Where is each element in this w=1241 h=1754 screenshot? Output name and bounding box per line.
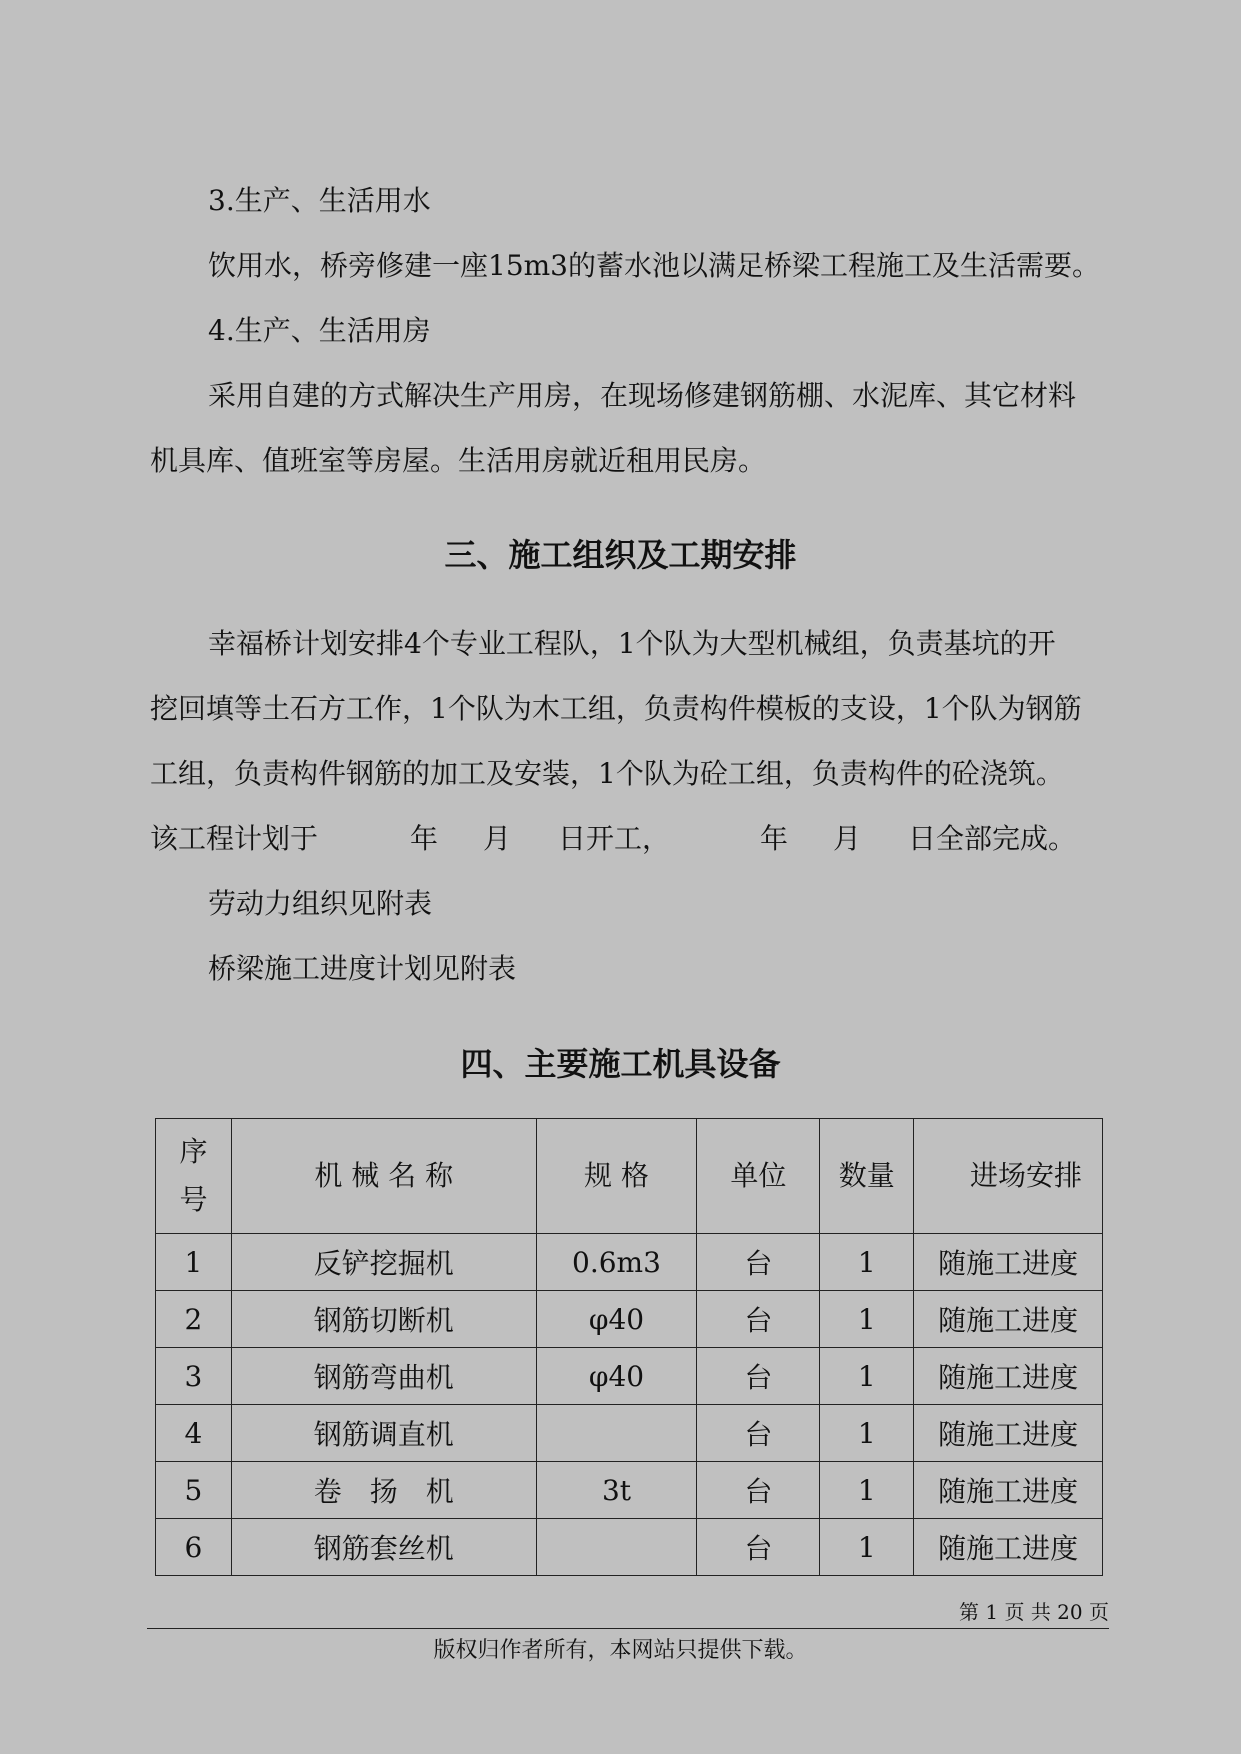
organization-text-line-1: 幸福桥计划安排4个专业工程队，1个队为大型机械组，负责基坑的开 (208, 627, 1056, 660)
cell-quantity: 1 (820, 1291, 914, 1348)
cell-seq: 3 (156, 1348, 232, 1405)
cell-arrival: 随施工进度 (914, 1291, 1103, 1348)
cell-seq: 1 (156, 1234, 232, 1291)
cell-unit: 台 (697, 1234, 820, 1291)
cell-spec: 0.6m3 (536, 1234, 697, 1291)
section-housing-text-line-2: 机具库、值班室等房屋。生活用房就近租用民房。 (150, 444, 767, 477)
organization-text-line-2: 挖回填等土石方工作，1个队为木工组，负责构件模板的支设，1个队为钢筋 (150, 692, 1082, 725)
cell-quantity: 1 (820, 1234, 914, 1291)
equipment-table (155, 1118, 1103, 1576)
organization-text-line-3: 工组，负责构件钢筋的加工及安装，1个队为砼工组，负责构件的砼浇筑。 (150, 757, 1064, 790)
labor-organization-text: 劳动力组织见附表 (208, 887, 433, 920)
heading-construction-organization: 三、施工组织及工期安排 (444, 536, 797, 574)
table-row (156, 1348, 1103, 1405)
cell-quantity: 1 (820, 1348, 914, 1405)
cell-arrival: 随施工进度 (914, 1462, 1103, 1519)
table-row (156, 1405, 1103, 1462)
cell-quantity: 1 (820, 1519, 914, 1576)
cell-quantity: 1 (820, 1405, 914, 1462)
schedule-plan-line (150, 806, 1110, 871)
plan-start-year: 年 (410, 822, 439, 855)
plan-end-year: 年 (760, 822, 789, 855)
footer-divider (147, 1628, 1109, 1629)
header-seq: 序号 (156, 1119, 232, 1234)
header-spec: 规 格 (536, 1119, 697, 1234)
section-housing-text-line-1: 采用自建的方式解决生产用房，在现场修建钢筋棚、水泥库、其它材料 (208, 379, 1077, 412)
table-row (156, 1519, 1103, 1576)
cell-quantity: 1 (820, 1462, 914, 1519)
cell-unit: 台 (697, 1291, 820, 1348)
copyright-notice: 版权归作者所有，本网站只提供下载。 (433, 1638, 808, 1663)
cell-spec: 3t (536, 1462, 697, 1519)
table-row (156, 1291, 1103, 1348)
plan-prefix: 该工程计划于 (150, 822, 319, 855)
cell-machine-name: 钢筋切断机 (231, 1291, 536, 1348)
section-housing-heading: 4.生产、生活用房 (208, 314, 431, 347)
cell-seq: 6 (156, 1519, 232, 1576)
table-row (156, 1234, 1103, 1291)
page-number: 第 1 页 共 20 页 (959, 1600, 1109, 1624)
table-row (156, 1462, 1103, 1519)
header-machine-name: 机 械 名 称 (231, 1119, 536, 1234)
cell-machine-name: 卷 扬 机 (231, 1462, 536, 1519)
cell-spec (536, 1405, 697, 1462)
construction-schedule-text: 桥梁施工进度计划见附表 (208, 952, 517, 985)
header-unit: 单位 (697, 1119, 820, 1234)
cell-machine-name: 钢筋弯曲机 (231, 1348, 536, 1405)
header-arrival: 进场安排 (914, 1119, 1103, 1234)
cell-unit: 台 (697, 1348, 820, 1405)
cell-machine-name: 反铲挖掘机 (231, 1234, 536, 1291)
cell-spec: φ40 (536, 1348, 697, 1405)
table-header-row (156, 1119, 1103, 1234)
plan-start-month: 月 (483, 822, 512, 855)
cell-seq: 2 (156, 1291, 232, 1348)
cell-machine-name: 钢筋调直机 (231, 1405, 536, 1462)
cell-unit: 台 (697, 1405, 820, 1462)
cell-spec: φ40 (536, 1291, 697, 1348)
cell-machine-name: 钢筋套丝机 (231, 1519, 536, 1576)
cell-arrival: 随施工进度 (914, 1405, 1103, 1462)
cell-arrival: 随施工进度 (914, 1519, 1103, 1576)
section-water-heading: 3.生产、生活用水 (208, 184, 431, 217)
cell-unit: 台 (697, 1519, 820, 1576)
heading-equipment: 四、主要施工机具设备 (460, 1045, 781, 1083)
cell-spec (536, 1519, 697, 1576)
plan-start-day: 日开工， (558, 822, 671, 855)
section-water-text: 饮用水，桥旁修建一座15m3的蓄水池以满足桥梁工程施工及生活需要。 (208, 249, 1100, 282)
plan-end-month: 月 (833, 822, 862, 855)
cell-arrival: 随施工进度 (914, 1234, 1103, 1291)
header-quantity: 数量 (820, 1119, 914, 1234)
cell-seq: 5 (156, 1462, 232, 1519)
cell-arrival: 随施工进度 (914, 1348, 1103, 1405)
plan-end-day: 日全部完成。 (908, 822, 1077, 855)
cell-unit: 台 (697, 1462, 820, 1519)
cell-seq: 4 (156, 1405, 232, 1462)
